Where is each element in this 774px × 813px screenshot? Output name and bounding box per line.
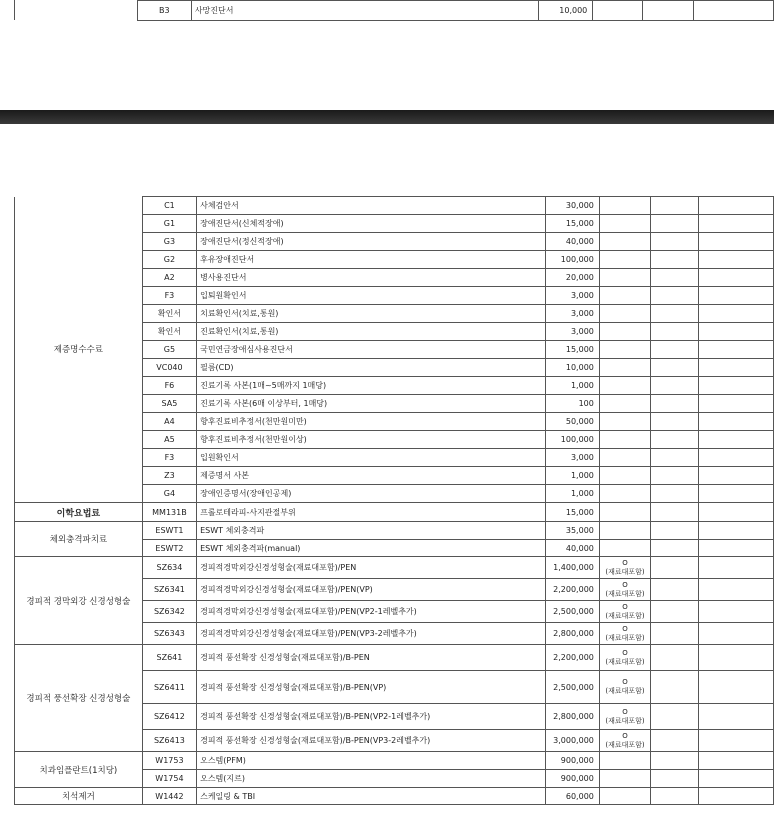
table-row [15,522,774,540]
table-row [15,752,774,770]
extra-cell [698,601,773,623]
code-cell: SZ6342 [142,601,196,623]
price-cell: 3,000 [545,323,599,341]
code-cell: SZ641 [142,645,196,671]
code-cell: SZ6412 [142,704,196,730]
extra-cell [651,671,699,704]
code-cell: VC040 [142,359,196,377]
price-cell: 1,400,000 [545,557,599,579]
note-cell: O (재료대포함) [599,623,650,645]
category-cell: 이학요법료 [15,503,143,522]
extra-cell [651,704,699,730]
price-cell: 10,000 [539,1,593,21]
price-cell: 2,200,000 [545,579,599,601]
note-cell [599,540,650,557]
extra-cell [651,359,699,377]
name-cell: 경피적경막외강신경성형술(재료대포함)/PEN(VP2-1레벨추가) [197,601,545,623]
note-cell: O (재료대포함) [599,557,650,579]
extra-cell [698,305,773,323]
extra-cell [698,788,773,805]
extra-cell [651,503,699,522]
name-cell: 경피적 풍선확장 신경성형술(재료대포함)/B-PEN(VP) [197,671,545,704]
name-cell: 경피적경막외강신경성형술(재료대포함)/PEN(VP) [197,579,545,601]
price-cell: 1,000 [545,467,599,485]
extra-cell [698,341,773,359]
note-cell [599,377,650,395]
extra-cell [698,645,773,671]
extra-cell [698,730,773,752]
extra-cell [698,557,773,579]
name-cell: 장애진단서(신체적장애) [197,215,545,233]
extra-cell [651,269,699,287]
name-cell: 사망진단서 [191,1,538,21]
price-cell: 20,000 [545,269,599,287]
price-cell: 2,800,000 [545,623,599,645]
price-cell: 15,000 [545,503,599,522]
extra-cell [643,1,694,21]
table-row [0,1,774,21]
extra-cell [651,770,699,788]
extra-cell [651,449,699,467]
table-row [15,197,774,215]
note-cell [599,503,650,522]
extra-cell [651,431,699,449]
price-cell: 40,000 [545,233,599,251]
extra-cell [651,522,699,540]
name-cell: 경피적경막외강신경성형술(재료대포함)/PEN(VP3-2레벨추가) [197,623,545,645]
extra-cell [651,467,699,485]
code-cell: MM131B [142,503,196,522]
name-cell: 스케일링 & TBI [197,788,545,805]
price-cell: 60,000 [545,788,599,805]
note-cell [599,413,650,431]
name-cell: 후유장애진단서 [197,251,545,269]
price-cell: 15,000 [545,341,599,359]
extra-cell [698,215,773,233]
note-cell: O (재료대포함) [599,730,650,752]
price-cell: 10,000 [545,359,599,377]
code-cell: G1 [142,215,196,233]
extra-cell [651,540,699,557]
category-cell: 치과임플란트(1치당) [15,752,143,788]
extra-cell [698,503,773,522]
name-cell: 입원확인서 [197,449,545,467]
name-cell: 오스템(PFM) [197,752,545,770]
extra-cell [651,579,699,601]
price-cell: 900,000 [545,770,599,788]
extra-cell [698,522,773,540]
extra-cell [651,395,699,413]
category-cell: 경피적 경막외강 신경성형술 [15,557,143,645]
extra-cell [651,287,699,305]
code-cell: A4 [142,413,196,431]
price-cell: 100,000 [545,431,599,449]
extra-cell [698,770,773,788]
top-fee-table [0,0,774,21]
code-cell: A2 [142,269,196,287]
code-cell: G4 [142,485,196,503]
category-cell: 경피적 풍선확장 신경성형술 [15,645,143,752]
extra-cell [651,323,699,341]
code-cell: B3 [137,1,191,21]
extra-cell [651,215,699,233]
extra-cell [698,467,773,485]
note-cell [599,287,650,305]
table-row [15,557,774,579]
code-cell: 확인서 [142,323,196,341]
name-cell: 장애진단서(정신적장애) [197,233,545,251]
extra-cell [698,704,773,730]
name-cell: ESWT 체외충격파 [197,522,545,540]
note-cell: O (재료대포함) [599,601,650,623]
price-cell: 100 [545,395,599,413]
price-cell: 30,000 [545,197,599,215]
extra-cell [698,623,773,645]
note-cell [599,215,650,233]
note-cell [599,788,650,805]
name-cell: 프롤로테라피-사지관절부위 [197,503,545,522]
name-cell: 치료확인서(치료,통원) [197,305,545,323]
note-cell [599,269,650,287]
code-cell: SZ6341 [142,579,196,601]
extra-cell [651,197,699,215]
extra-cell [651,251,699,269]
note-cell [599,485,650,503]
extra-cell [651,788,699,805]
name-cell: ESWT 체외충격파(manual) [197,540,545,557]
table-row [15,788,774,805]
extra-cell [651,730,699,752]
extra-cell [698,287,773,305]
price-cell: 2,200,000 [545,645,599,671]
empty-cell [0,1,137,21]
name-cell: 장애인증명서(장애인공제) [197,485,545,503]
code-cell: SZ6413 [142,730,196,752]
code-cell: G3 [142,233,196,251]
extra-cell [651,601,699,623]
extra-cell [698,431,773,449]
name-cell: 국민연금장애심사용진단서 [197,341,545,359]
note-cell [599,305,650,323]
extra-cell [698,752,773,770]
name-cell: 병사용진단서 [197,269,545,287]
table-row [15,645,774,671]
note-cell [599,323,650,341]
extra-cell [651,645,699,671]
name-cell: 경피적경막외강신경성형술(재료대포함)/PEN [197,557,545,579]
note-cell: O (재료대포함) [599,579,650,601]
note-cell [599,197,650,215]
extra-cell [651,485,699,503]
note-cell [599,233,650,251]
category-cell: 치석제거 [15,788,143,805]
code-cell: 확인서 [142,305,196,323]
name-cell: 입퇴원확인서 [197,287,545,305]
price-cell: 2,500,000 [545,601,599,623]
code-cell: A5 [142,431,196,449]
price-cell: 900,000 [545,752,599,770]
price-cell: 3,000 [545,287,599,305]
note-cell [599,752,650,770]
price-cell: 100,000 [545,251,599,269]
code-cell: F6 [142,377,196,395]
code-cell: G2 [142,251,196,269]
extra-cell [651,377,699,395]
code-cell: C1 [142,197,196,215]
code-cell: ESWT1 [142,522,196,540]
name-cell: 경피적 풍선확장 신경성형술(재료대포함)/B-PEN(VP3-2레벨추가) [197,730,545,752]
name-cell: 진료확인서(치료,통원) [197,323,545,341]
note-cell [599,431,650,449]
price-cell: 3,000 [545,449,599,467]
name-cell: 경피적 풍선확장 신경성형술(재료대포함)/B-PEN [197,645,545,671]
note-cell [593,1,643,21]
name-cell: 진료기록 사본(6매 이상부터, 1매당) [197,395,545,413]
price-cell: 1,000 [545,377,599,395]
name-cell: 향후진료비추정서(천만원미만) [197,413,545,431]
extra-cell [698,323,773,341]
name-cell: 경피적 풍선확장 신경성형술(재료대포함)/B-PEN(VP2-1레벨추가) [197,704,545,730]
name-cell: 향후진료비추정서(천만원이상) [197,431,545,449]
name-cell: 오스템(지르) [197,770,545,788]
extra-cell [651,623,699,645]
extra-cell [698,377,773,395]
extra-cell [698,197,773,215]
extra-cell [698,395,773,413]
note-cell: O (재료대포함) [599,645,650,671]
note-cell [599,770,650,788]
note-cell [599,467,650,485]
category-cell: 체외충격파치료 [15,522,143,557]
code-cell: W1442 [142,788,196,805]
code-cell: W1753 [142,752,196,770]
extra-cell [651,413,699,431]
code-cell: G5 [142,341,196,359]
code-cell: ESWT2 [142,540,196,557]
code-cell: SA5 [142,395,196,413]
price-cell: 50,000 [545,413,599,431]
table-row [15,503,774,522]
price-cell: 2,500,000 [545,671,599,704]
extra-cell [698,485,773,503]
note-cell [599,251,650,269]
code-cell: F3 [142,449,196,467]
extra-cell [698,251,773,269]
extra-cell [698,233,773,251]
name-cell: 필름(CD) [197,359,545,377]
note-cell [599,522,650,540]
price-cell: 35,000 [545,522,599,540]
price-cell: 15,000 [545,215,599,233]
price-cell: 3,000 [545,305,599,323]
note-cell: O (재료대포함) [599,671,650,704]
note-cell [599,341,650,359]
extra-cell [693,1,773,21]
note-cell [599,449,650,467]
extra-cell [651,233,699,251]
code-cell: SZ6343 [142,623,196,645]
name-cell: 제증명서 사본 [197,467,545,485]
note-cell: O (재료대포함) [599,704,650,730]
price-cell: 40,000 [545,540,599,557]
extra-cell [651,557,699,579]
extra-cell [698,413,773,431]
code-cell: F3 [142,287,196,305]
code-cell: SZ6411 [142,671,196,704]
code-cell: W1754 [142,770,196,788]
price-cell: 1,000 [545,485,599,503]
note-cell [599,359,650,377]
extra-cell [698,269,773,287]
price-cell: 2,800,000 [545,704,599,730]
extra-cell [698,449,773,467]
name-cell: 진료기록 사본(1매~5매까지 1매당) [197,377,545,395]
extra-cell [651,752,699,770]
extra-cell [698,671,773,704]
extra-cell [698,359,773,377]
code-cell: SZ634 [142,557,196,579]
extra-cell [651,341,699,359]
price-cell: 3,000,000 [545,730,599,752]
note-cell [599,395,650,413]
page-divider [0,110,774,124]
fee-table [14,196,774,805]
extra-cell [651,305,699,323]
category-cell: 제증명수수료 [15,197,143,503]
extra-cell [698,540,773,557]
name-cell: 사체검안서 [197,197,545,215]
code-cell: Z3 [142,467,196,485]
extra-cell [698,579,773,601]
